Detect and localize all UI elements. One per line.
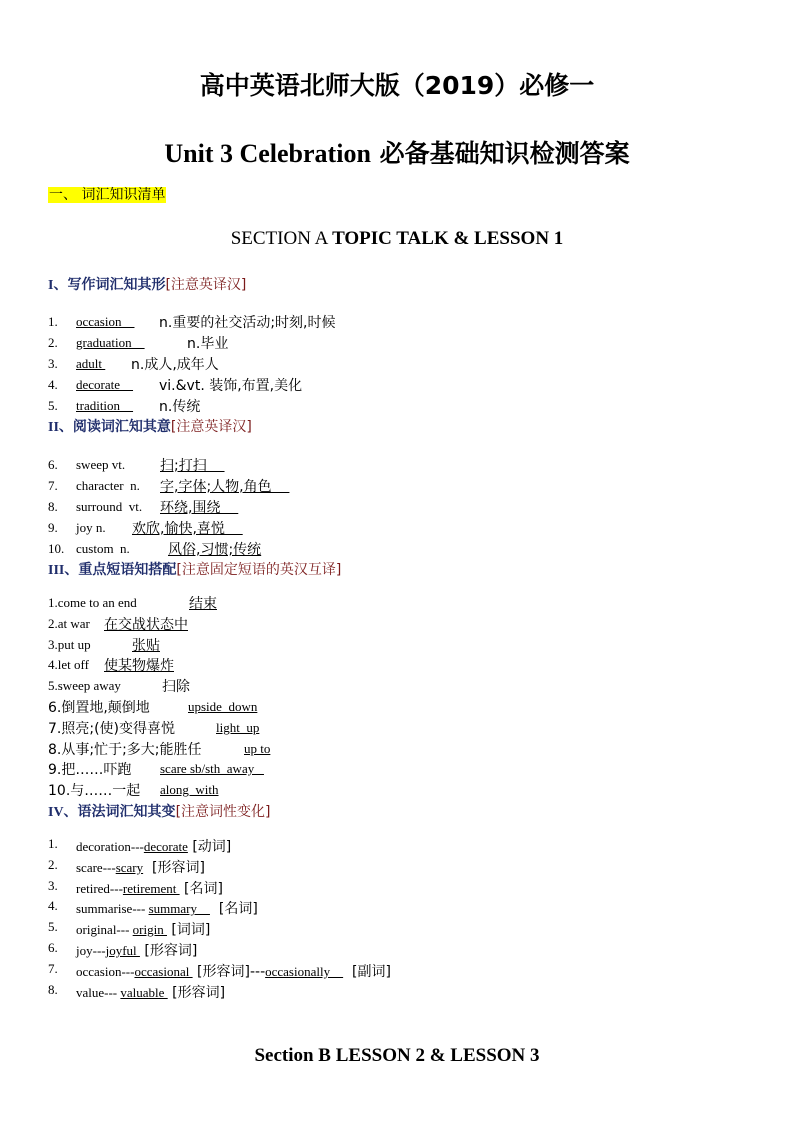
part-heading-text: 一、 词汇知识清单: [49, 187, 166, 203]
vocab-word: joy n.: [76, 520, 106, 535]
item-number: 8.: [48, 981, 58, 997]
subheading-grammar: [48, 801, 271, 821]
subheading-note: [注意固定短语的英汉互译]: [176, 562, 342, 578]
vocab-row: [48, 377, 748, 397]
phrase-answer: along with: [160, 782, 219, 798]
grammar-row: [48, 898, 748, 918]
grammar-pos-2: [副词]: [343, 963, 391, 980]
unit-title: Unit 3 Celebration: [164, 139, 371, 168]
grammar-pos: [名词]: [179, 880, 223, 897]
document-title: 高中英语北师大版（2019）必修一: [199, 71, 595, 100]
item-number: 4.: [48, 898, 58, 914]
grammar-answer: scary: [115, 859, 144, 875]
vocab-meaning: n.成人,成年人: [131, 357, 219, 373]
vocab-row: [48, 478, 748, 498]
grammar-answer: decorate: [143, 839, 188, 854]
subheading-label: IV、语法词汇知其变: [48, 805, 176, 820]
grammar-row: [48, 919, 748, 939]
phrase-row: [48, 761, 748, 781]
vocab-word: custom n.: [76, 541, 130, 556]
phrase-answer: 使某物爆炸: [104, 658, 174, 675]
phrase-answer: up to: [244, 740, 271, 756]
grammar-base: decoration---: [76, 839, 144, 854]
subheading-reading: [48, 416, 252, 436]
vocab-row: [48, 314, 748, 334]
item-number: 4.: [48, 377, 58, 392]
document-subtitle: [0, 134, 794, 170]
phrase-row: [48, 720, 748, 740]
phrase-question: 6.倒置地,颠倒地: [48, 700, 150, 716]
section-a-heading: [0, 228, 794, 250]
grammar-body: [76, 898, 258, 918]
subheading-note: [注意英译汉]: [165, 277, 247, 293]
vocab-row: [48, 499, 748, 519]
vocab-word: decorate: [76, 377, 134, 392]
vocab-word: surround vt.: [76, 499, 143, 514]
phrase-row: [48, 616, 748, 636]
grammar-answer: occasional: [134, 963, 193, 979]
subheading-note: [注意词性变化]: [175, 804, 271, 820]
vocab-row: [48, 335, 748, 355]
subheading-note: [注意英译汉]: [170, 419, 252, 435]
grammar-row: [48, 857, 748, 877]
grammar-base: retired---: [76, 880, 123, 896]
vocab-meaning: n.重要的社交活动;时刻,时候: [159, 315, 336, 331]
item-number: 7.: [48, 960, 58, 976]
section-a-plain: SECTION A: [230, 228, 333, 249]
grammar-row: [48, 878, 748, 898]
phrase-question: 9.把……吓跑: [48, 762, 132, 779]
grammar-answer: summary: [148, 901, 210, 917]
phrase-row: [48, 782, 748, 802]
grammar-pos: [形容词]---: [192, 963, 266, 980]
grammar-pos: [形容词]: [139, 943, 198, 959]
grammar-pos: [名词]: [209, 901, 258, 918]
item-number: 7.: [48, 478, 58, 493]
item-number: 9.: [48, 520, 58, 535]
phrase-answer: 张贴: [132, 637, 160, 654]
phrase-answer: 扫除: [162, 679, 190, 696]
vocab-row: [48, 457, 748, 477]
grammar-answer: joyful: [105, 943, 140, 958]
phrase-question: 8.从事;忙于;多大;能胜任: [48, 741, 202, 758]
subheading-label: I、写作词汇知其形: [48, 278, 166, 293]
item-number: 1.: [48, 836, 58, 851]
grammar-base: value---: [76, 984, 121, 1000]
grammar-base: summarise---: [76, 901, 149, 917]
item-number: 6.: [48, 457, 58, 472]
phrase-row: [48, 657, 748, 677]
vocab-meaning: 扫;打扫: [160, 458, 225, 474]
vocab-meaning: n.传统: [159, 399, 201, 415]
grammar-answer: valuable: [120, 984, 168, 1000]
part-heading: [48, 184, 166, 204]
item-number: 5.: [48, 919, 58, 935]
vocab-row: [48, 398, 748, 418]
item-number: 5.: [48, 398, 58, 413]
grammar-row: [48, 940, 748, 960]
vocab-meaning: vi.&vt. 装饰,布置,美化: [159, 378, 303, 394]
vocab-meaning: 风俗,习惯;传统: [168, 542, 262, 558]
vocab-row: [48, 541, 748, 561]
grammar-base: scare---: [76, 859, 116, 875]
phrase-answer: scare sb/sth away: [160, 761, 264, 777]
vocab-word: character n.: [76, 478, 140, 493]
grammar-answer-2: occasionally: [265, 963, 344, 979]
grammar-body: [76, 961, 391, 981]
vocab-row: [48, 356, 748, 376]
grammar-body: [76, 940, 197, 960]
grammar-body: [76, 857, 205, 877]
subheading-phrases: [48, 559, 341, 579]
vocab-meaning: 环绕,围绕: [160, 500, 239, 516]
item-number: 10.: [48, 541, 65, 556]
phrase-row: [48, 741, 748, 761]
phrase-row: [48, 678, 748, 698]
grammar-pos: [词词]: [166, 922, 211, 939]
grammar-pos: [形容词]: [167, 984, 226, 1001]
answer-title: 必备基础知识检测答案: [379, 139, 630, 168]
subheading-label: II、阅读词汇知其意: [48, 420, 171, 435]
item-number: 8.: [48, 499, 58, 514]
grammar-body: [76, 982, 225, 1002]
phrase-row: [48, 699, 748, 719]
phrase-question: 2.at war: [48, 615, 90, 631]
grammar-base: original---: [76, 922, 133, 938]
grammar-pos: [动词]: [187, 839, 232, 855]
phrase-question: 5.sweep away: [48, 678, 121, 694]
vocab-meaning: 字,字体;人物,角色: [160, 479, 290, 495]
vocab-word: graduation: [76, 335, 145, 350]
grammar-base: occasion---: [76, 963, 135, 979]
vocab-meaning: n.毕业: [187, 336, 229, 352]
item-number: 3.: [48, 877, 58, 893]
phrase-answer: 结束: [189, 596, 217, 612]
section-b-heading: Section B LESSON 2 & LESSON 3: [254, 1045, 540, 1066]
vocab-word: sweep vt.: [76, 457, 126, 472]
vocab-word: tradition: [76, 398, 134, 413]
section-a-bold: TOPIC TALK & LESSON 1: [332, 228, 564, 249]
phrase-answer: upside down: [188, 699, 258, 714]
phrase-answer: light up: [216, 719, 260, 735]
subheading-label: III、重点短语知搭配: [48, 563, 177, 578]
phrase-answer: 在交战状态中: [104, 616, 188, 633]
phrase-question: 7.照亮;(使)变得喜悦: [48, 720, 175, 737]
grammar-row: [48, 982, 748, 1002]
item-number: 1.: [48, 314, 58, 329]
phrase-row: [48, 595, 748, 615]
grammar-answer: origin: [132, 922, 167, 938]
item-number: 2.: [48, 335, 58, 350]
vocab-word: occasion: [76, 314, 135, 329]
grammar-answer: retirement: [122, 880, 180, 896]
phrase-question: 10.与……一起: [48, 783, 141, 800]
vocab-meaning: 欢欣,愉快,喜悦: [132, 521, 243, 537]
phrase-row: [48, 637, 748, 657]
item-number: 2.: [48, 856, 58, 872]
subheading-writing: [48, 274, 246, 294]
vocab-row: [48, 520, 748, 540]
grammar-pos: [形容词]: [143, 859, 205, 876]
grammar-row: [48, 961, 748, 981]
phrase-question: 3.put up: [48, 636, 91, 652]
phrase-question: 4.let off: [48, 657, 89, 673]
item-number: 3.: [48, 356, 58, 371]
grammar-body: [76, 919, 210, 939]
grammar-row: [48, 836, 748, 856]
phrase-question: 1.come to an end: [48, 595, 137, 610]
grammar-body: [76, 836, 231, 856]
grammar-base: joy---: [76, 943, 106, 958]
vocab-word: adult: [76, 356, 106, 371]
item-number: 6.: [48, 940, 58, 955]
grammar-body: [76, 878, 223, 898]
